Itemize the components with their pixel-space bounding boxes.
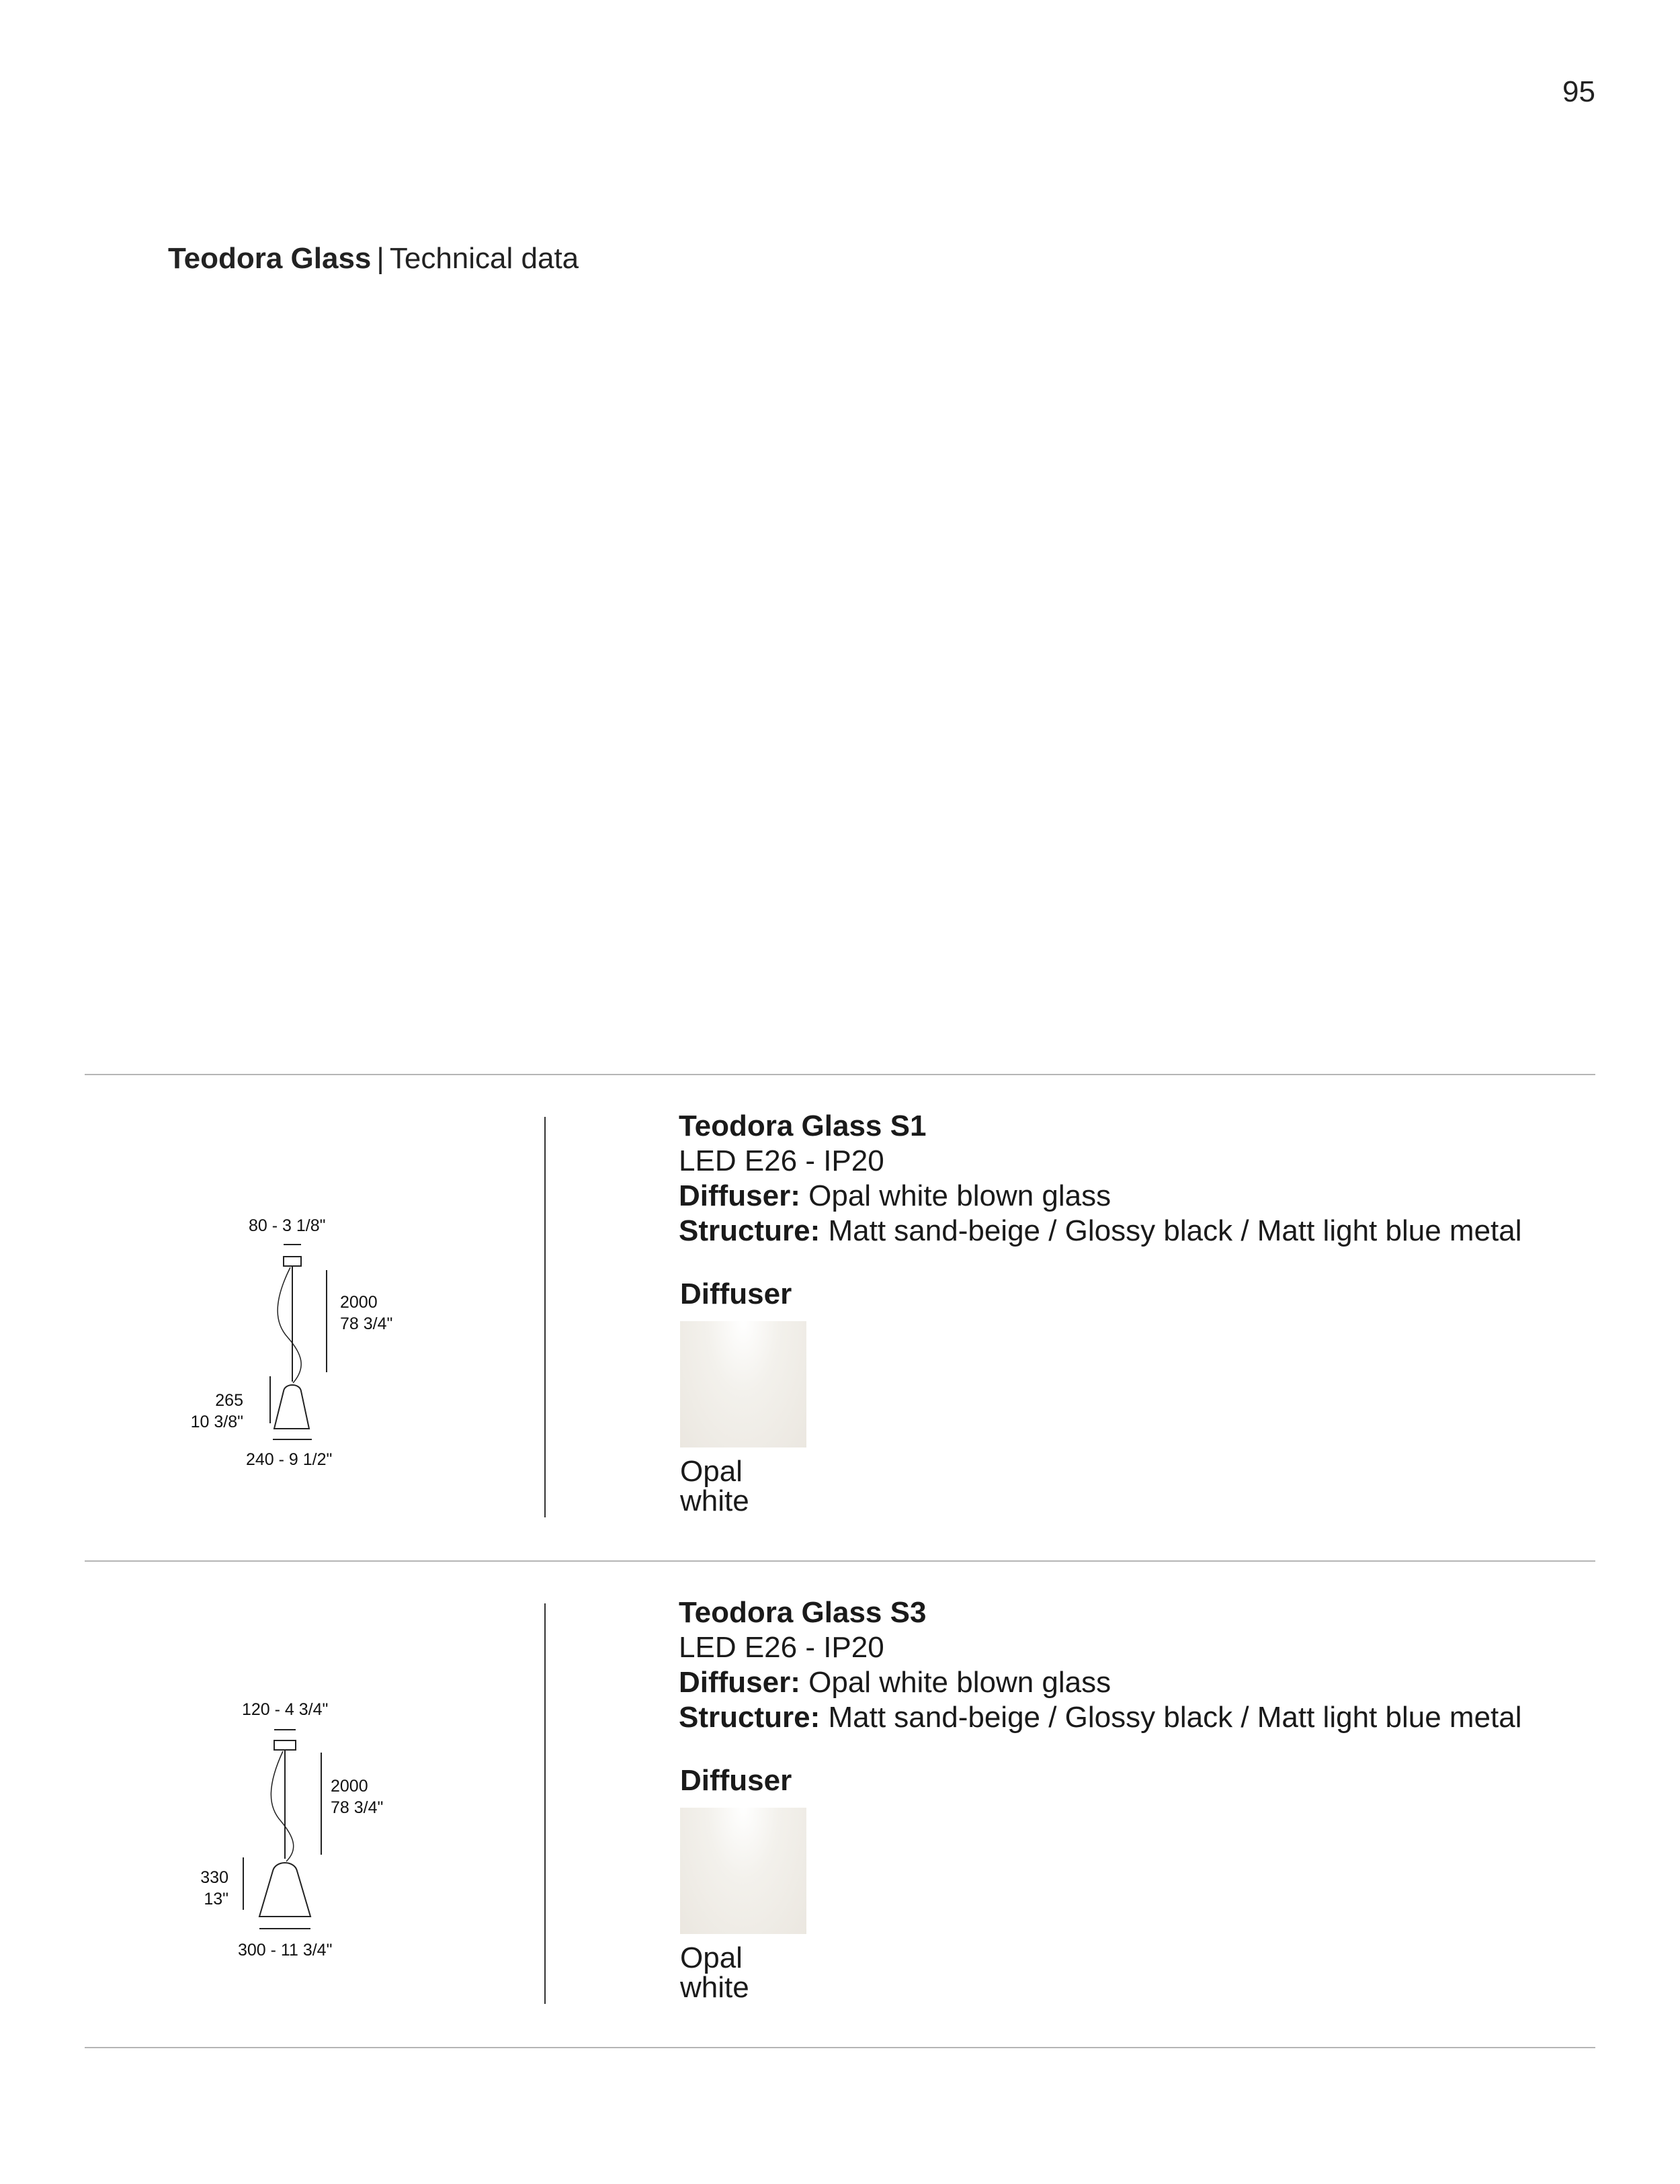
- product-specs: [679, 1595, 1620, 1735]
- structure-spec-label: Structure:: [679, 1701, 821, 1734]
- finish-options: [680, 1277, 806, 1516]
- pendant-lamp-drawing: [134, 1589, 457, 1938]
- finish-swatch-opal-white: [680, 1321, 806, 1447]
- column-divider: [544, 1603, 546, 2004]
- structure-spec-label: Structure:: [679, 1214, 821, 1247]
- body-height-mm: 265: [215, 1391, 243, 1410]
- structure-spec: [679, 1700, 1620, 1735]
- diffuser-spec-value: Opal white blown glass: [808, 1179, 1111, 1212]
- canopy-dimension: 120 - 4 3/4": [242, 1700, 329, 1719]
- diffuser-spec-value: Opal white blown glass: [808, 1666, 1111, 1699]
- body-height-in: 10 3/8": [190, 1413, 243, 1431]
- structure-spec: [679, 1214, 1620, 1249]
- page-title-separator: |: [376, 242, 384, 275]
- product-section-s1: [0, 1075, 1680, 1559]
- cable-length-in: 78 3/4": [340, 1314, 393, 1333]
- product-section-s3: [0, 1562, 1680, 2046]
- structure-spec-value: Matt sand-beige / Glossy black / Matt light blue metal: [828, 1214, 1522, 1247]
- diffuser-spec-label: Diffuser:: [679, 1666, 800, 1699]
- canopy-dimension: 80 - 3 1/8": [249, 1216, 326, 1235]
- diffuser-spec: [679, 1665, 1620, 1700]
- finish-label: Opal white: [680, 1941, 749, 2004]
- structure-spec-value: Matt sand-beige / Glossy black / Matt light blue metal: [828, 1701, 1522, 1734]
- body-diameter: 300 - 11 3/4": [238, 1941, 333, 1960]
- body-diameter: 240 - 9 1/2": [246, 1450, 333, 1469]
- cable-length-mm: 2000: [340, 1293, 378, 1312]
- page-title-product: Teodora Glass: [168, 242, 372, 275]
- cable-length-in: 78 3/4": [331, 1798, 384, 1817]
- light-source: LED E26 - IP20: [679, 1631, 884, 1664]
- page-title: [168, 242, 579, 276]
- pendant-lamp-drawing: [134, 1102, 457, 1452]
- light-source: LED E26 - IP20: [679, 1144, 884, 1177]
- diffuser-spec: [679, 1179, 1620, 1214]
- section-divider: [85, 2047, 1595, 2048]
- finish-heading: Diffuser: [680, 1764, 792, 1797]
- cable-length-mm: 2000: [331, 1777, 368, 1796]
- product-name: Teodora Glass S1: [679, 1109, 927, 1142]
- finish-options: [680, 1763, 806, 2003]
- page-title-subtitle: Technical data: [389, 242, 579, 275]
- diffuser-spec-label: Diffuser:: [679, 1179, 800, 1212]
- finish-heading: Diffuser: [680, 1277, 792, 1310]
- body-height-in: 13": [204, 1890, 228, 1908]
- product-name: Teodora Glass S3: [679, 1596, 927, 1629]
- finish-label: Opal white: [680, 1455, 749, 1517]
- finish-swatch-opal-white: [680, 1808, 806, 1934]
- body-height-mm: 330: [200, 1868, 228, 1887]
- technical-drawing-s3: [134, 1589, 457, 1960]
- technical-drawing-s1: [134, 1102, 457, 1469]
- page-number: 95: [1562, 75, 1595, 108]
- column-divider: [544, 1117, 546, 1517]
- product-specs: [679, 1109, 1620, 1249]
